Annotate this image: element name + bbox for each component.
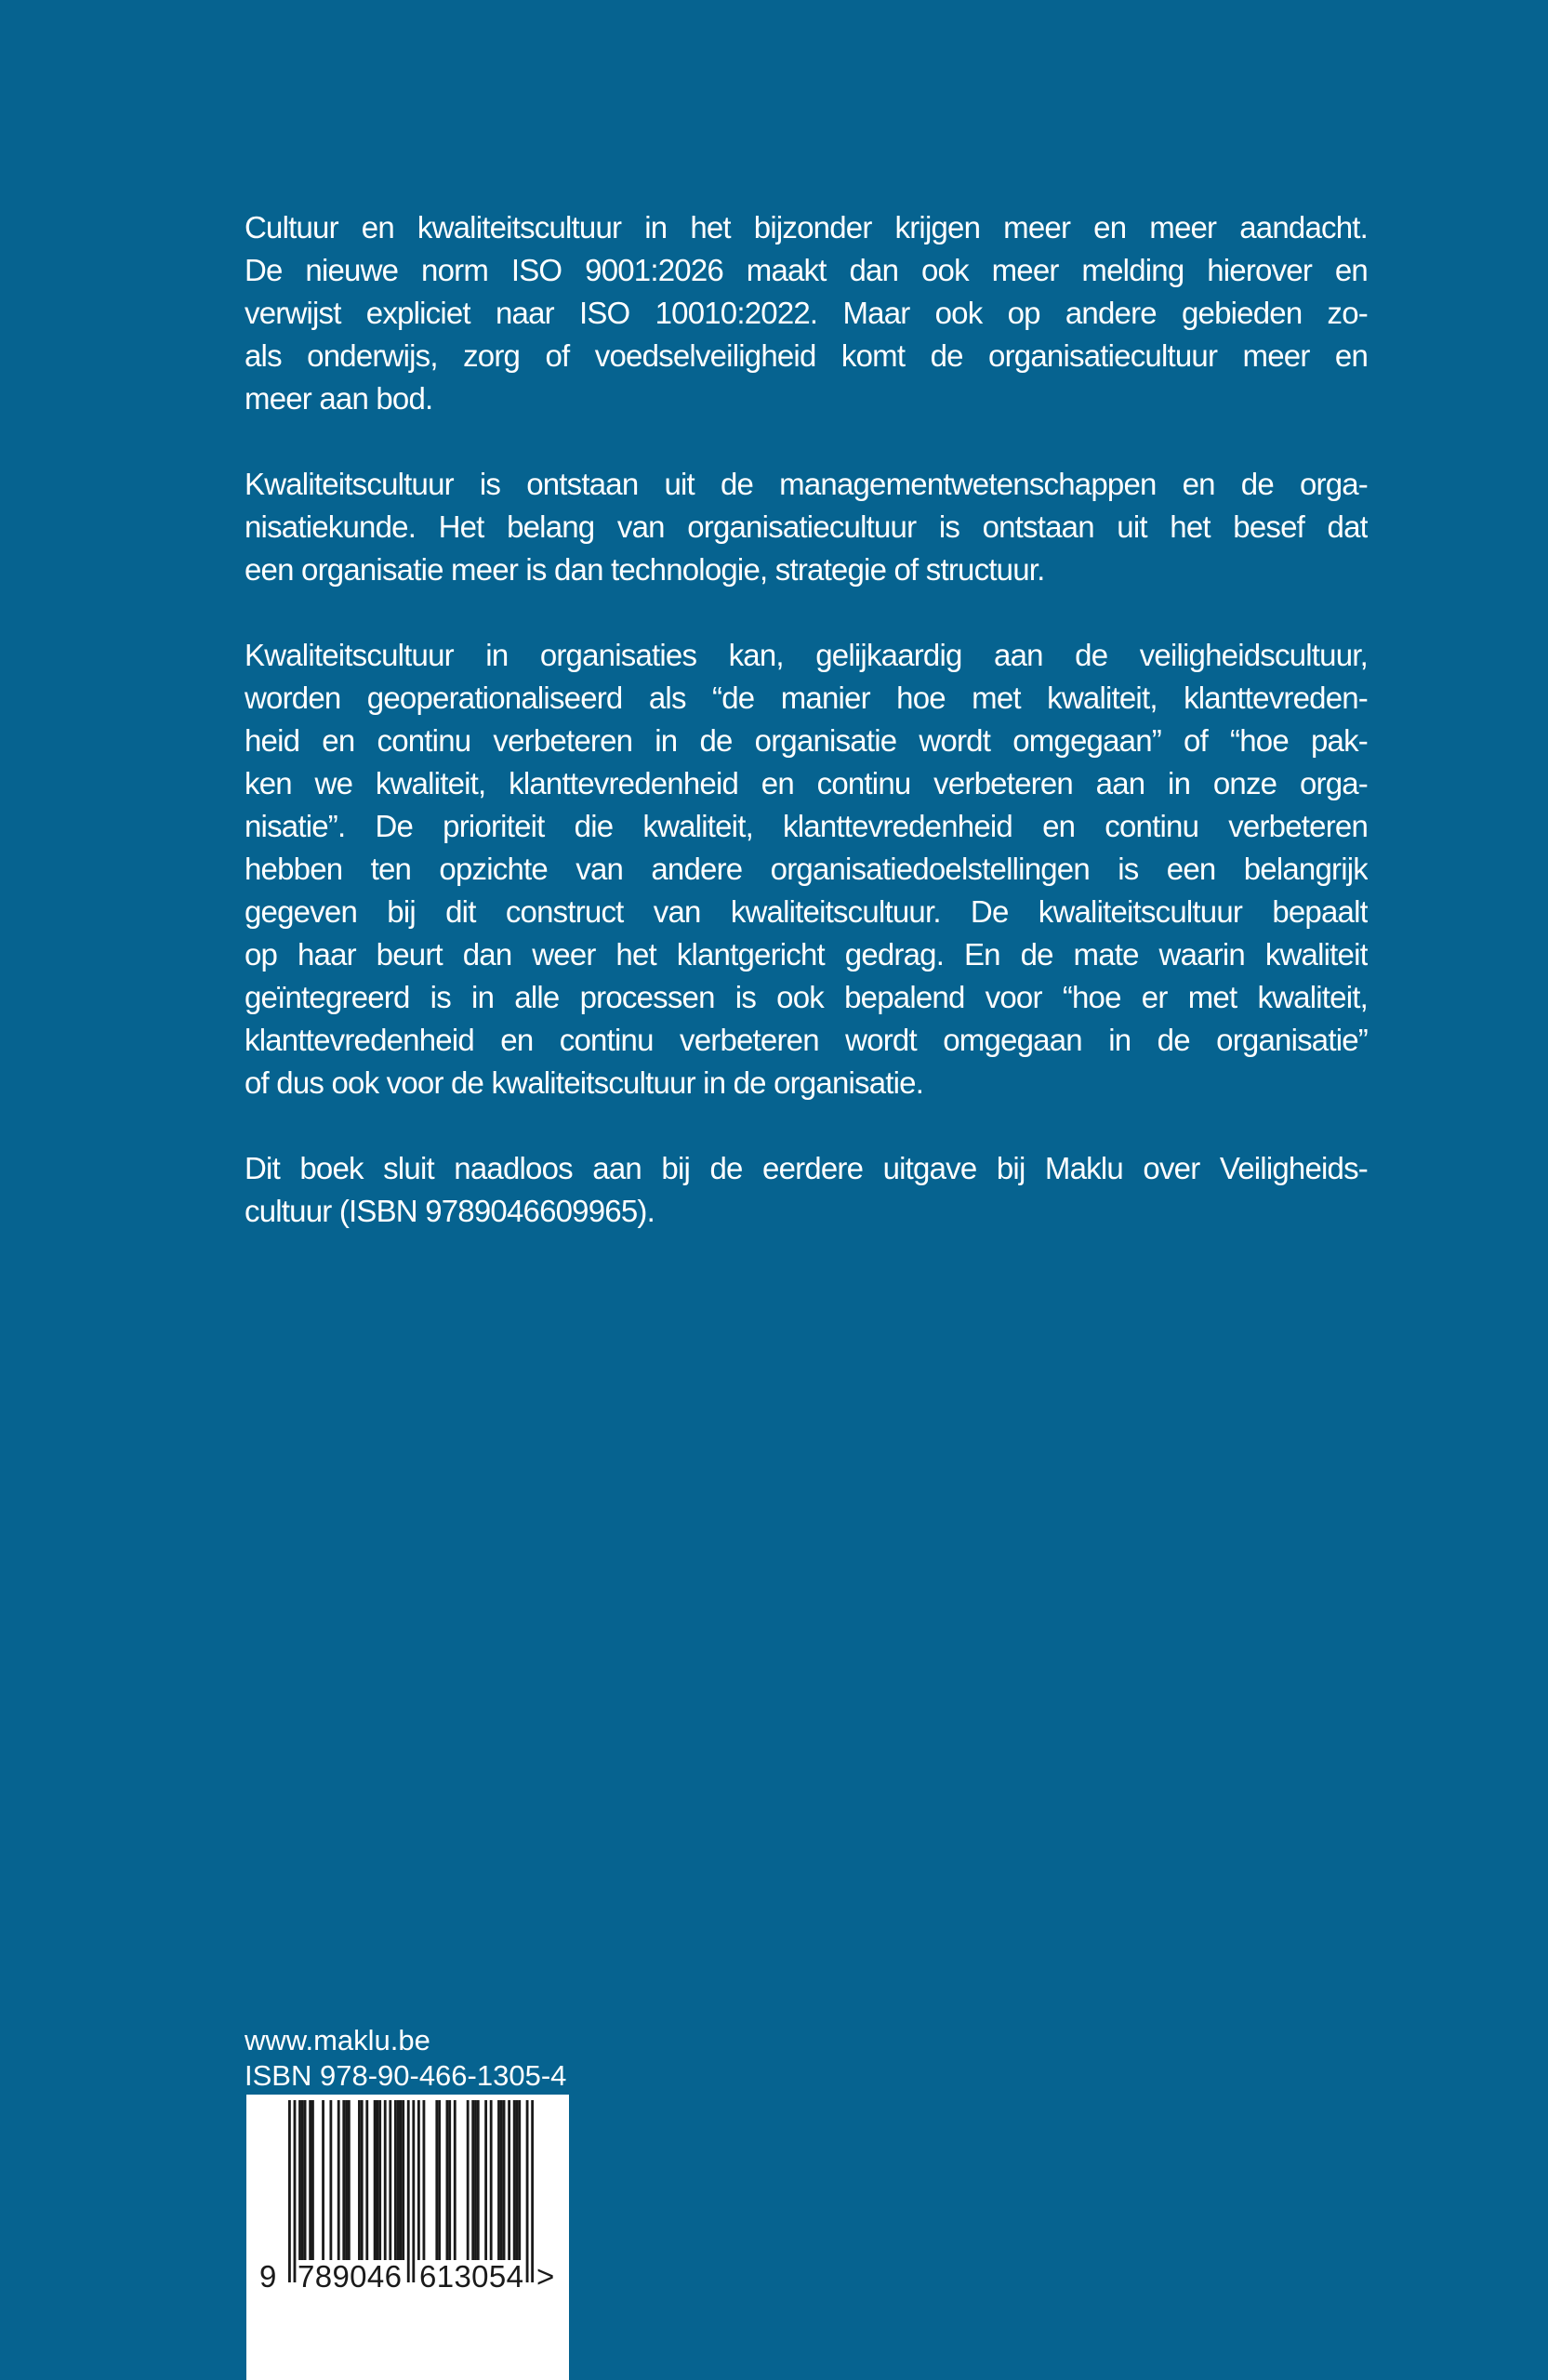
barcode-digit-lead: 9 xyxy=(259,2259,277,2294)
blurb-paragraph xyxy=(245,1147,1368,1233)
blurb-line: hebben ten opzichte van andere organisatiedoelstellingen is een belangrijk xyxy=(245,852,1368,886)
blurb-line: De nieuwe norm ISO 9001:2026 maakt dan ook meer melding hierover en xyxy=(245,253,1368,287)
barcode-digit-group-1 xyxy=(298,2258,402,2295)
blurb-line: ken we kwaliteit, klanttevredenheid en continu verbeteren aan in onze orga- xyxy=(245,766,1368,800)
blurb-line: worden geoperationaliseerd als “de manier hoe met kwaliteit, klanttevreden- xyxy=(245,681,1368,715)
blurb-line: Cultuur en kwaliteitscultuur in het bijzonder krijgen meer en meer aandacht. xyxy=(245,210,1368,245)
blurb-paragraph xyxy=(245,634,1368,1104)
blurb-paragraph xyxy=(245,463,1368,591)
blurb-line: gegeven bij dit construct van kwaliteitscultuur. De kwaliteitscultuur bepaalt xyxy=(245,894,1368,929)
barcode-digit: 6 xyxy=(384,2259,402,2294)
barcode-digit: 6 xyxy=(419,2259,437,2294)
barcode-trailer: > xyxy=(536,2259,555,2294)
footer xyxy=(245,2023,566,2094)
blurb-line: klanttevredenheid en continu verbeteren wordt omgegaan in de organisatie” xyxy=(245,1023,1368,1057)
barcode-digit: 4 xyxy=(506,2259,523,2294)
blurb-line: Kwaliteitscultuur in organisaties kan, gelijkaardig aan de veiligheidscultuur, xyxy=(245,638,1368,672)
blurb-line: Kwaliteitscultuur is ontstaan uit de managementwetenschappen en de orga- xyxy=(245,467,1368,501)
blurb-line: als onderwijs, zorg of voedselveiligheid komt de organisatiecultuur meer en xyxy=(245,338,1368,373)
blurb-line: meer aan bod. xyxy=(245,381,433,416)
blurb-line: nisatie”. De prioriteit die kwaliteit, klanttevredenheid en continu verbeteren xyxy=(245,809,1368,843)
barcode-digit: 7 xyxy=(298,2259,315,2294)
blurb-line: geïntegreerd is in alle processen is ook bepalend voor “hoe er met kwaliteit, xyxy=(245,980,1368,1014)
blurb-line: verwijst expliciet naar ISO 10010:2022. Maar ook op andere gebieden zo- xyxy=(245,296,1368,330)
barcode-digit: 4 xyxy=(366,2259,385,2294)
barcode-digit: 5 xyxy=(488,2259,507,2294)
blurb-line: of dus ook voor de kwaliteitscultuur in de organisatie. xyxy=(245,1065,924,1100)
blurb-paragraph xyxy=(245,206,1368,420)
blurb-line: op haar beurt dan weer het klantgericht gedrag. En de mate waarin kwaliteit xyxy=(245,937,1368,972)
barcode-bars xyxy=(288,2100,534,2282)
blurb-line: heid en continu verbeteren in de organisatie wordt omgegaan” of “hoe pak- xyxy=(245,723,1368,758)
blurb xyxy=(245,206,1368,1276)
barcode-panel xyxy=(246,2095,569,2380)
barcode-digit: 8 xyxy=(314,2259,333,2294)
isbn-text: ISBN 978-90-466-1305-4 xyxy=(245,2059,567,2092)
barcode-digit: 0 xyxy=(350,2259,367,2294)
blurb-line: nisatiekunde. Het belang van organisatiecultuur is ontstaan uit het besef dat xyxy=(245,509,1368,544)
website-url: www.maklu.be xyxy=(245,2024,430,2056)
barcode-digit: 1 xyxy=(436,2259,455,2294)
barcode-digit: 0 xyxy=(471,2259,489,2294)
blurb-line: een organisatie meer is dan technologie, strategie of structuur. xyxy=(245,552,1045,587)
barcode-digit: 3 xyxy=(454,2259,471,2294)
barcode-digit: 9 xyxy=(332,2259,350,2294)
blurb-line: Dit boek sluit naadloos aan bij de eerdere uitgave bij Maklu over Veiligheids- xyxy=(245,1151,1368,1185)
blurb-line: cultuur (ISBN 9789046609965). xyxy=(245,1194,655,1228)
barcode-digit-group-2 xyxy=(419,2258,523,2295)
